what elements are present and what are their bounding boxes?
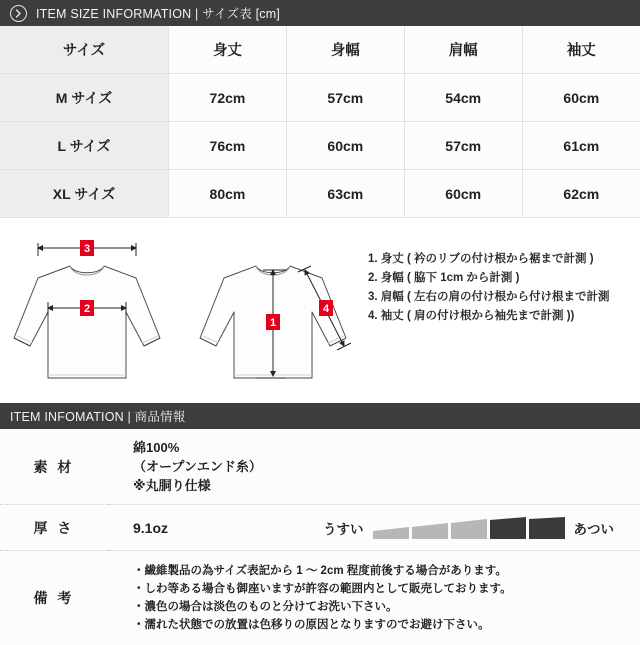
marker-1-label: 1 xyxy=(270,317,276,329)
info-label-thickness: 厚 さ xyxy=(0,505,108,551)
marker-3-label: 3 xyxy=(84,243,90,255)
chevron-right-circle-icon xyxy=(10,5,27,22)
thickness-segment-3 xyxy=(451,517,487,539)
material-line: ※丸胴り仕様 xyxy=(133,476,640,495)
cell-size-name: L サイズ xyxy=(0,122,169,170)
table-row xyxy=(0,74,640,122)
size-section-title: ITEM SIZE INFORMATION | サイズ表 [cm] xyxy=(36,4,280,22)
thickness-segment-2 xyxy=(412,517,448,539)
size-table xyxy=(0,26,640,218)
cell-sleeve-length: 62cm xyxy=(522,170,640,218)
instruction-item: 2. 身幅 ( 脇下 1cm から計測 ) xyxy=(368,269,610,288)
measurement-instructions xyxy=(368,250,610,326)
scale-label-thin: うすい xyxy=(323,518,364,538)
shirt-front-illustration xyxy=(14,266,160,378)
thickness-segment-4 xyxy=(490,517,526,539)
info-value-thickness xyxy=(108,505,640,551)
remark-line: ・しわ等ある場合も御座いますが許容の範囲内として販売しております。 xyxy=(133,580,640,598)
info-label-remarks: 備 考 xyxy=(0,551,108,645)
scale-label-thick: あつい xyxy=(574,518,615,538)
shirt-illustrations xyxy=(8,226,360,396)
cell-body-length: 76cm xyxy=(169,122,287,170)
material-line: （オープンエンド糸） xyxy=(133,457,640,476)
info-row-thickness xyxy=(0,505,640,551)
cell-shoulder-width: 57cm xyxy=(404,122,522,170)
material-line: 綿100% xyxy=(133,438,640,457)
measurement-diagram xyxy=(0,218,640,403)
column-header-shoulder-width: 肩幅 xyxy=(404,26,522,74)
cell-shoulder-width: 54cm xyxy=(404,74,522,122)
thickness-scale xyxy=(323,517,614,539)
remark-line: ・濃色の場合は淡色のものと分けてお洗い下さい。 xyxy=(133,598,640,616)
thickness-segment-1 xyxy=(373,517,409,539)
info-row-remarks xyxy=(0,551,640,645)
remark-line: ・濡れた状態での放置は色移りの原因となりますのでお避け下さい。 xyxy=(133,616,640,634)
marker-2-label: 2 xyxy=(84,303,90,315)
instruction-item: 3. 肩幅 ( 左右の肩の付け根から付け根まで計測 xyxy=(368,288,610,307)
info-table xyxy=(0,429,640,645)
size-section-header xyxy=(0,0,640,26)
table-header-row xyxy=(0,26,640,74)
cell-body-length: 72cm xyxy=(169,74,287,122)
info-section-title: ITEM INFOMATION | 商品情報 xyxy=(10,407,185,425)
thickness-segment-5 xyxy=(529,517,565,539)
cell-body-width: 57cm xyxy=(286,74,404,122)
cell-sleeve-length: 60cm xyxy=(522,74,640,122)
marker-4-label: 4 xyxy=(323,303,330,315)
info-section-header xyxy=(0,403,640,429)
instruction-item: 4. 袖丈 ( 肩の付け根から袖先まで計測 )) xyxy=(368,307,610,326)
cell-body-width: 63cm xyxy=(286,170,404,218)
cell-size-name: XL サイズ xyxy=(0,170,169,218)
column-header-body-length: 身丈 xyxy=(169,26,287,74)
cell-sleeve-length: 61cm xyxy=(522,122,640,170)
info-value-material xyxy=(108,429,640,505)
info-label-material: 素 材 xyxy=(0,429,108,505)
thickness-scale-segments xyxy=(373,517,565,539)
table-row xyxy=(0,170,640,218)
thickness-weight-value: 9.1oz xyxy=(133,520,323,536)
cell-size-name: M サイズ xyxy=(0,74,169,122)
column-header-body-width: 身幅 xyxy=(286,26,404,74)
remark-line: ・繊維製品の為サイズ表記から 1 ～ 2cm 程度前後する場合があります。 xyxy=(133,562,640,580)
instruction-item: 1. 身丈 ( 衿のリブの付け根から裾まで計測 ) xyxy=(368,250,610,269)
info-value-remarks xyxy=(108,551,640,645)
info-row-material xyxy=(0,429,640,505)
column-header-sleeve-length: 袖丈 xyxy=(522,26,640,74)
cell-body-length: 80cm xyxy=(169,170,287,218)
column-header-size: サイズ xyxy=(0,26,169,74)
cell-shoulder-width: 60cm xyxy=(404,170,522,218)
cell-body-width: 60cm xyxy=(286,122,404,170)
table-row xyxy=(0,122,640,170)
